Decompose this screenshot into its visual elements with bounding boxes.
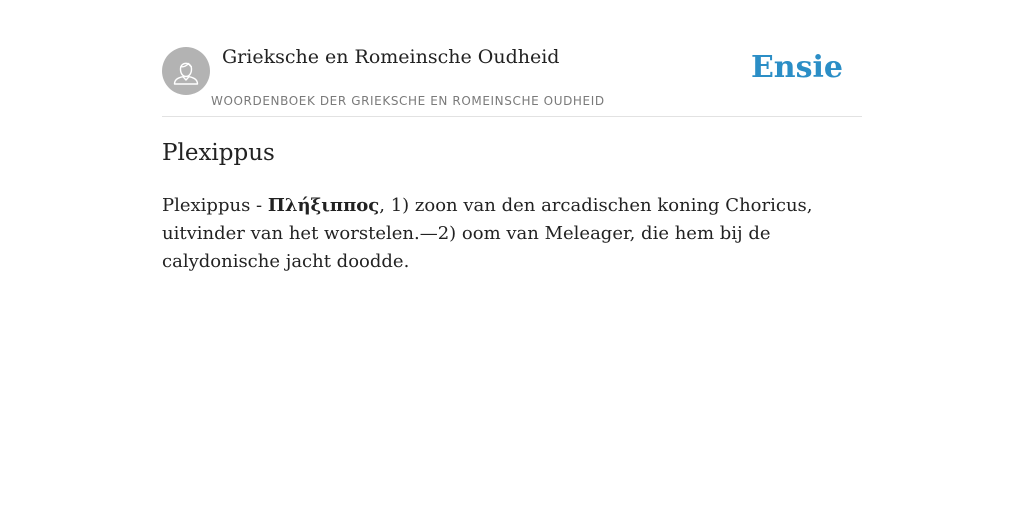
page-header bbox=[162, 46, 862, 117]
greek-term: Πλήξιππος bbox=[267, 195, 380, 216]
avatar[interactable] bbox=[162, 47, 210, 95]
entry-term: Plexippus bbox=[162, 195, 251, 216]
entry-definition bbox=[162, 192, 862, 276]
entry-title: Plexippus bbox=[162, 140, 275, 166]
definition-text: , 1) zoon van den arcadischen koning Choricus, uitvinder van het worstelen.—2) oom van Meleager, die hem bij de calydonische jacht doodde. bbox=[162, 195, 813, 272]
term-separator: - bbox=[250, 195, 268, 216]
user-icon bbox=[162, 47, 210, 95]
ensie-logo-link[interactable]: Ensie bbox=[750, 50, 843, 85]
source-subtitle: WOORDENBOEK DER GRIEKSCHE EN ROMEINSCHE OUDHEID bbox=[211, 94, 605, 108]
source-title-link[interactable]: Grieksche en Romeinsche Oudheid bbox=[222, 46, 560, 68]
